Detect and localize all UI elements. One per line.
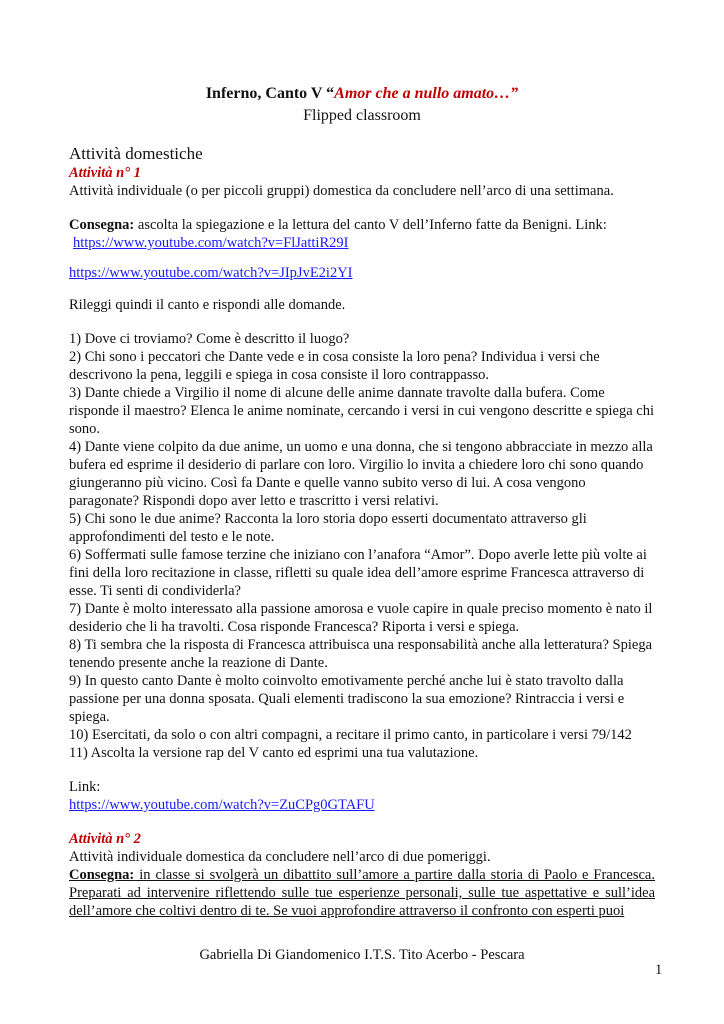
- question-10: 10) Esercitati, da solo o con altri compagni, a recitare il primo canto, in particolare i versi 79/142: [69, 727, 632, 743]
- question-1: 1) Dove ci troviamo? Come è descritto il luogo?: [69, 331, 350, 347]
- section-heading: Attività domestiche: [69, 144, 203, 163]
- consegna-label: Consegna:: [69, 217, 135, 233]
- document-subtitle: Flipped classroom: [303, 107, 421, 124]
- question-8: 8) Ti sembra che la risposta di Francesca attribuisca una responsabilità anche alla letteratura? Spiega tenendo presente anche la reazione di Dante.: [69, 637, 653, 671]
- title-prefix: Inferno, Canto V “: [205, 85, 335, 102]
- title-quote: Amor che a nullo amato…”: [334, 85, 519, 102]
- question-11: 11) Ascolta la versione rap del V canto ed esprimi una tua valutazione.: [69, 745, 479, 761]
- youtube-link-2[interactable]: https://www.youtube.com/watch?v=JIpJvE2i2YI: [69, 265, 353, 281]
- activity-2-consegna: [69, 866, 655, 920]
- activity-1-label: Attività n° 1: [69, 165, 141, 181]
- question-3: 3) Dante chiede a Virgilio il nome di alcune delle anime dannate travolte dalla bufera. Come risponde il maestro? Elenca le anime nominate, cercando i versi in cui vengono descritte e spiega chi sono.: [69, 385, 655, 437]
- document-title: [69, 84, 655, 104]
- activity-1-intro: Attività individuale (o per piccoli gruppi) domestica da concludere nell’arco di una settimana.: [69, 183, 614, 199]
- page-number: 1: [655, 962, 663, 978]
- page-footer: Gabriella Di Giandomenico I.T.S. Tito Acerbo - Pescara: [199, 947, 525, 963]
- question-4: 4) Dante viene colpito da due anime, un uomo e una donna, che si tengono abbracciate in mezzo alla bufera ed esprime il desiderio di parlare con loro. Virgilio lo invita a chiedere loro chi sono quando giungeranno più vicino. Così fa Dante e quelle vanno subito verso di lui. A cosa vengono paragonate? Rispondi dopo aver letto e trascritto i versi relativi.: [69, 439, 653, 509]
- consegna-2-text: in classe si svolgerà un dibattito sull’amore a partire dalla storia di Paolo e Francesca. Preparati ad intervenire riflettendo sulle tue esperienze personali, sulle tue aspettative e sull’idea dell’amore che coltivi dentro di te. Se vuoi approfondire attraverso il confronto con esperti puoi: [69, 867, 655, 919]
- question-6: 6) Soffermati sulle famose terzine che iniziano con l’anafora “Amor”. Dopo averle lette più volte ai fini della loro recitazione in classe, rifletti su quale idea dell’amore esprime Francesca attraverso di esse. Ti senti di condividerla?: [69, 547, 647, 599]
- document-page: [69, 80, 655, 920]
- youtube-link-3[interactable]: https://www.youtube.com/watch?v=ZuCPg0GTAFU: [69, 797, 375, 813]
- question-9: 9) In questo canto Dante è molto coinvolto emotivamente perché anche lui è stato travolto dalla passione per una donna sposata. Quali elementi tradiscono la sua emozione? Rintraccia i versi e spiega.: [69, 673, 625, 725]
- activity-1-instruction: Rileggi quindi il canto e rispondi alle domande.: [69, 297, 346, 313]
- question-2: 2) Chi sono i peccatori che Dante vede e in cosa consiste la loro pena? Individua i versi che descrivono la pena, leggili e spiega in cosa consiste il loro contrappasso.: [69, 349, 600, 383]
- activity-1-consegna: [69, 216, 655, 234]
- consegna-text: ascolta la spiegazione e la lettura del canto V dell’Inferno fatte da Benigni. Link:: [134, 217, 607, 233]
- link-label: Link:: [69, 779, 101, 795]
- questions-list: [69, 330, 655, 762]
- youtube-link-1[interactable]: https://www.youtube.com/watch?v=FlJattiR29I: [73, 235, 349, 251]
- question-7: 7) Dante è molto interessato alla passione amorosa e vuole capire in quale preciso momento è nato il desiderio che li ha travolti. Cosa risponde Francesca? Riporta i versi e spiega.: [69, 601, 653, 635]
- activity-2-label: Attività n° 2: [69, 831, 141, 847]
- activity-2-intro: Attività individuale domestica da concludere nell’arco di due pomeriggi.: [69, 849, 491, 865]
- question-5: 5) Chi sono le due anime? Racconta la loro storia dopo esserti documentato attraverso gli approfondimenti del testo e le note.: [69, 511, 587, 545]
- consegna-2-label: Consegna:: [69, 867, 135, 883]
